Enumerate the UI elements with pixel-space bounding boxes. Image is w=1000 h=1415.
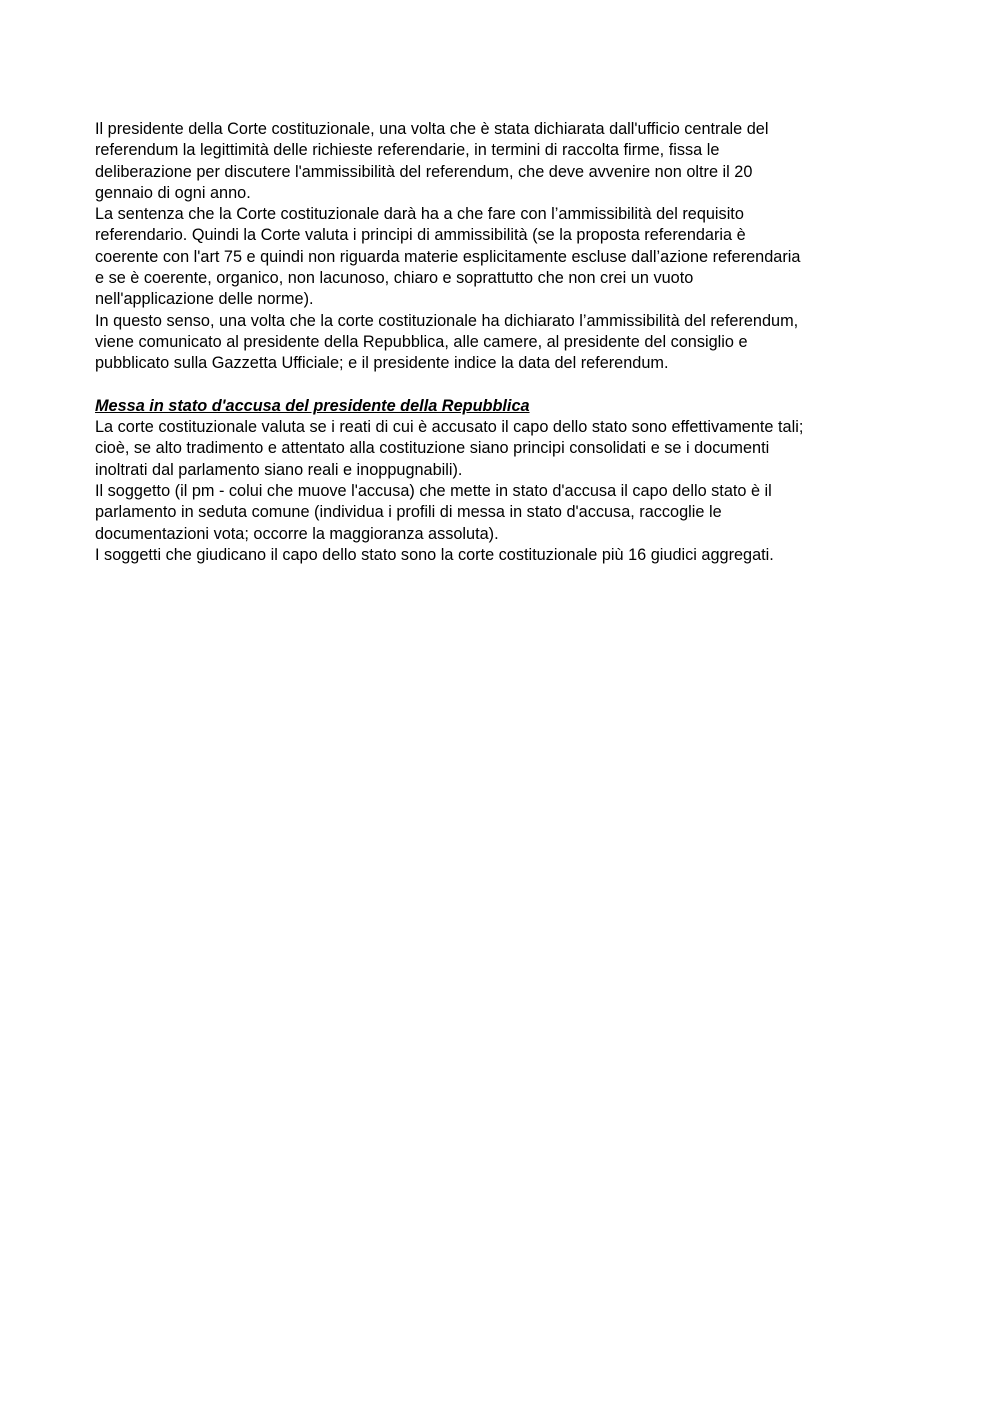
paragraph-soggetti-giudicanti: I soggetti che giudicano il capo dello stato sono la corte costituzionale più 16 giudici aggregati. (95, 545, 774, 564)
paragraph-ammissibilita-intro: Il presidente della Corte costituzionale, una volta che è stata dichiarata dall'ufficio centrale del referendum la legittimità delle richieste referendarie, in termini di raccolta firme, fissa le deliberazione per discutere l'ammissibilità del referendum, che deve avvenire non oltre il 20 gennaio di ogni anno. (95, 120, 769, 202)
paragraph-comunicazione-referendum: In questo senso, una volta che la corte costituzionale ha dichiarato l’ammissibilità del referendum, viene comunicato al presidente della Repubblica, alle camere, al presidente del consiglio e pubblicato sulla Gazzetta Ufficiale; e il presidente indice la data del referendum. (95, 311, 799, 373)
paragraph-spacer (95, 375, 915, 396)
document-body (95, 119, 915, 566)
paragraph-soggetto-accusa: Il soggetto (il pm - colui che muove l'accusa) che mette in stato d'accusa il capo dello stato è il parlamento in seduta comune (individua i profili di messa in stato d'accusa, raccoglie le documentazioni vota; occorre la maggioranza assoluta). (95, 482, 772, 543)
section-heading: Messa in stato d'accusa del presidente della Repubblica (95, 396, 530, 415)
paragraph-sentenza-corte: La sentenza che la Corte costituzionale darà ha a che fare con l’ammissibilità del requisito referendario. Quindi la Corte valuta i principi di ammissibilità (se la proposta referendaria è coerente con l'art 75 e quindi non riguarda materie esplicitamente escluse dall’azione referendaria e se è coerente, organico, non lacunoso, chiaro e soprattutto che non crei un vuoto nell'applicazione delle norme). (95, 205, 801, 309)
paragraph-reati-capo-stato: La corte costituzionale valuta se i reati di cui è accusato il capo dello stato sono effettivamente tali; cioè, se alto tradimento e attentato alla costituzione siano principi consolidati e se i documenti inoltrati dal parlamento siano reali e inoppugnabili). (95, 418, 804, 479)
